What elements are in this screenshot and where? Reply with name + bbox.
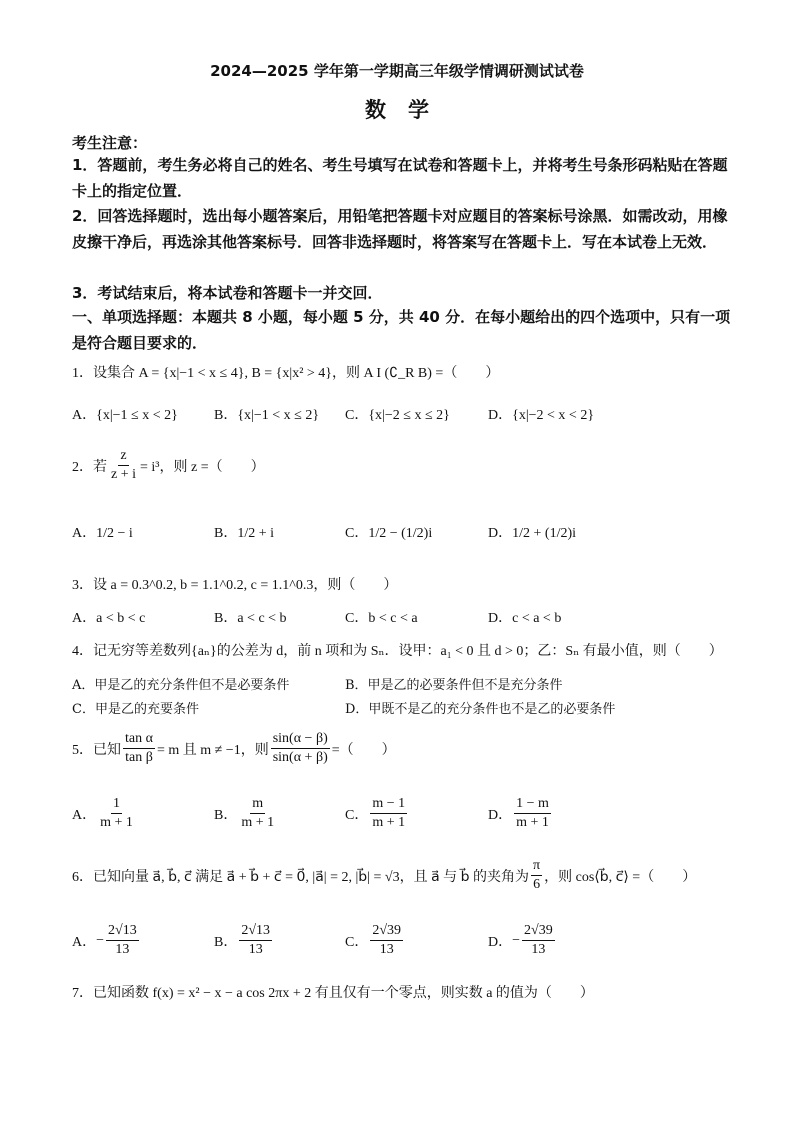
q4-option-b: B．甲是乙的必要条件但不是充分条件 (345, 678, 563, 693)
q5-prefix: 5．已知 (72, 742, 121, 758)
q1-option-b: B．{x|−1 < x ≤ 2} (214, 408, 320, 423)
q2-option-a: A．1/2 − i (72, 526, 133, 541)
q4-stem: 4．记无穷等差数列{aₙ}的公差为 d，前 n 项和为 Sₙ．设甲：a₁ < 0 且 d > 0；乙：Sₙ 有最小值，则（ ） (72, 644, 723, 659)
q6-suffix: ，则 cos⟨b⃗, c⃗⟩ =（ ） (544, 869, 697, 885)
q2-stem (72, 447, 265, 484)
q1-option-a: A．{x|−1 ≤ x < 2} (72, 408, 178, 423)
q6-fraction: $\frac{\pi}{6}$ (533, 858, 541, 892)
q4-option-c: C．甲是乙的充要条件 (72, 702, 199, 717)
notice-heading: 考生注意： (72, 134, 148, 152)
q5-option-a: A． $\frac{1}{m + 1}$ (72, 796, 133, 830)
notice-item-1: 1．答题前，考生务必将自己的姓名、考生号填写在试卷和答题卡上，并将考生号条形码粘贴在答题卡上的指定位置． (72, 156, 728, 200)
q2-option-b: B．1/2 + i (214, 526, 275, 541)
q5-fraction-1: $\frac{\text{tan α}}{\text{tan β}}$ (125, 731, 153, 765)
q3-option-c: C．b < c < a (345, 611, 418, 626)
q3-option-a: A．a < b < c (72, 611, 146, 626)
q7-stem: 7．已知函数 f(x) = x² − x − a cos 2πx + 2 有且仅有一个零点，则实数 a 的值为（ ） (72, 986, 594, 1001)
q5-suffix: =（ ） (331, 742, 396, 758)
q6-prefix: 6．已知向量 a⃗, b⃗, c⃗ 满足 a⃗ + b⃗ + c⃗ = 0⃗, |a⃗| = 2, |b⃗| = √3，且 a⃗ 与 b⃗ 的夹角为 (72, 869, 530, 885)
q2-prefix: 2．若 (72, 459, 107, 475)
q6-option-c: C． $\frac{2√39}{13}$ (345, 923, 402, 957)
exam-title: 2024—2025 学年第一学期高三年级学情调研测试试卷 (210, 62, 584, 80)
q4-option-d: D．甲既不是乙的充分条件也不是乙的必要条件 (345, 702, 616, 717)
q1-option-c: C．{x|−2 ≤ x ≤ 2} (345, 408, 450, 423)
q5-option-c: C． $\frac{m - 1}{m + 1}$ (345, 796, 406, 830)
q6-option-b: B． $\frac{2√13}{13}$ (214, 923, 271, 957)
q2-option-c: C．1/2 − (1/2)i (345, 526, 433, 541)
notice-item-3: 3．考试结束后，将本试卷和答题卡一并交回． (72, 284, 383, 302)
q1-stem: 1．设集合 A = {x|−1 < x ≤ 4}, B = {x|x² > 4}，则 A I (∁_R B) =（ ） (72, 366, 500, 381)
q5-option-b: B． $\frac{m}{m + 1}$ (214, 796, 275, 830)
section-title: 一、单项选择题：本题共 8 小题，每小题 5 分，共 40 分．在每小题给出的四个选项中，只有一项是符合题目要求的． (72, 308, 731, 352)
q2-option-d: D．1/2 + (1/2)i (488, 526, 577, 541)
q1-option-d: D．{x|−2 < x < 2} (488, 408, 595, 423)
q3-stem: 3．设 a = 0.3^0.2, b = 1.1^0.2, c = 1.1^0.3，则（ ） (72, 578, 398, 593)
q6-option-d: D． − $\frac{2√39}{13}$ (488, 923, 553, 957)
q5-stem (72, 730, 396, 767)
q6-option-a: A． − $\frac{2√13}{13}$ (72, 923, 137, 957)
q6-stem (72, 857, 696, 894)
subject-title: 数学 (365, 98, 451, 122)
q4-option-a: A．甲是乙的充分条件但不是必要条件 (72, 678, 290, 693)
q2-fraction (109, 447, 138, 484)
q5-fraction-2: $\frac{\sin(\alpha - \beta)}{\sin(\alpha + \beta)}$ (272, 731, 328, 765)
notice-item-2: 2．回答选择题时，选出每小题答案后，用铅笔把答题卡对应题目的答案标号涂黑．如需改动，用橡皮擦干净后，再选涂其他答案标号．回答非选择题时，将答案写在答题卡上．写在本试卷上无效． (72, 207, 728, 251)
q3-option-b: B．a < c < b (214, 611, 287, 626)
q2-frac-den: z + i (111, 467, 136, 482)
q3-option-d: D．c < a < b (488, 611, 562, 626)
q2-frac-num: z (118, 447, 128, 466)
q5-option-d: D． $\frac{1 - m}{m + 1}$ (488, 796, 549, 830)
q2-tail: = i³，则 z =（ ） (140, 459, 265, 475)
q5-mid: = m 且 m ≠ −1，则 (156, 742, 269, 758)
